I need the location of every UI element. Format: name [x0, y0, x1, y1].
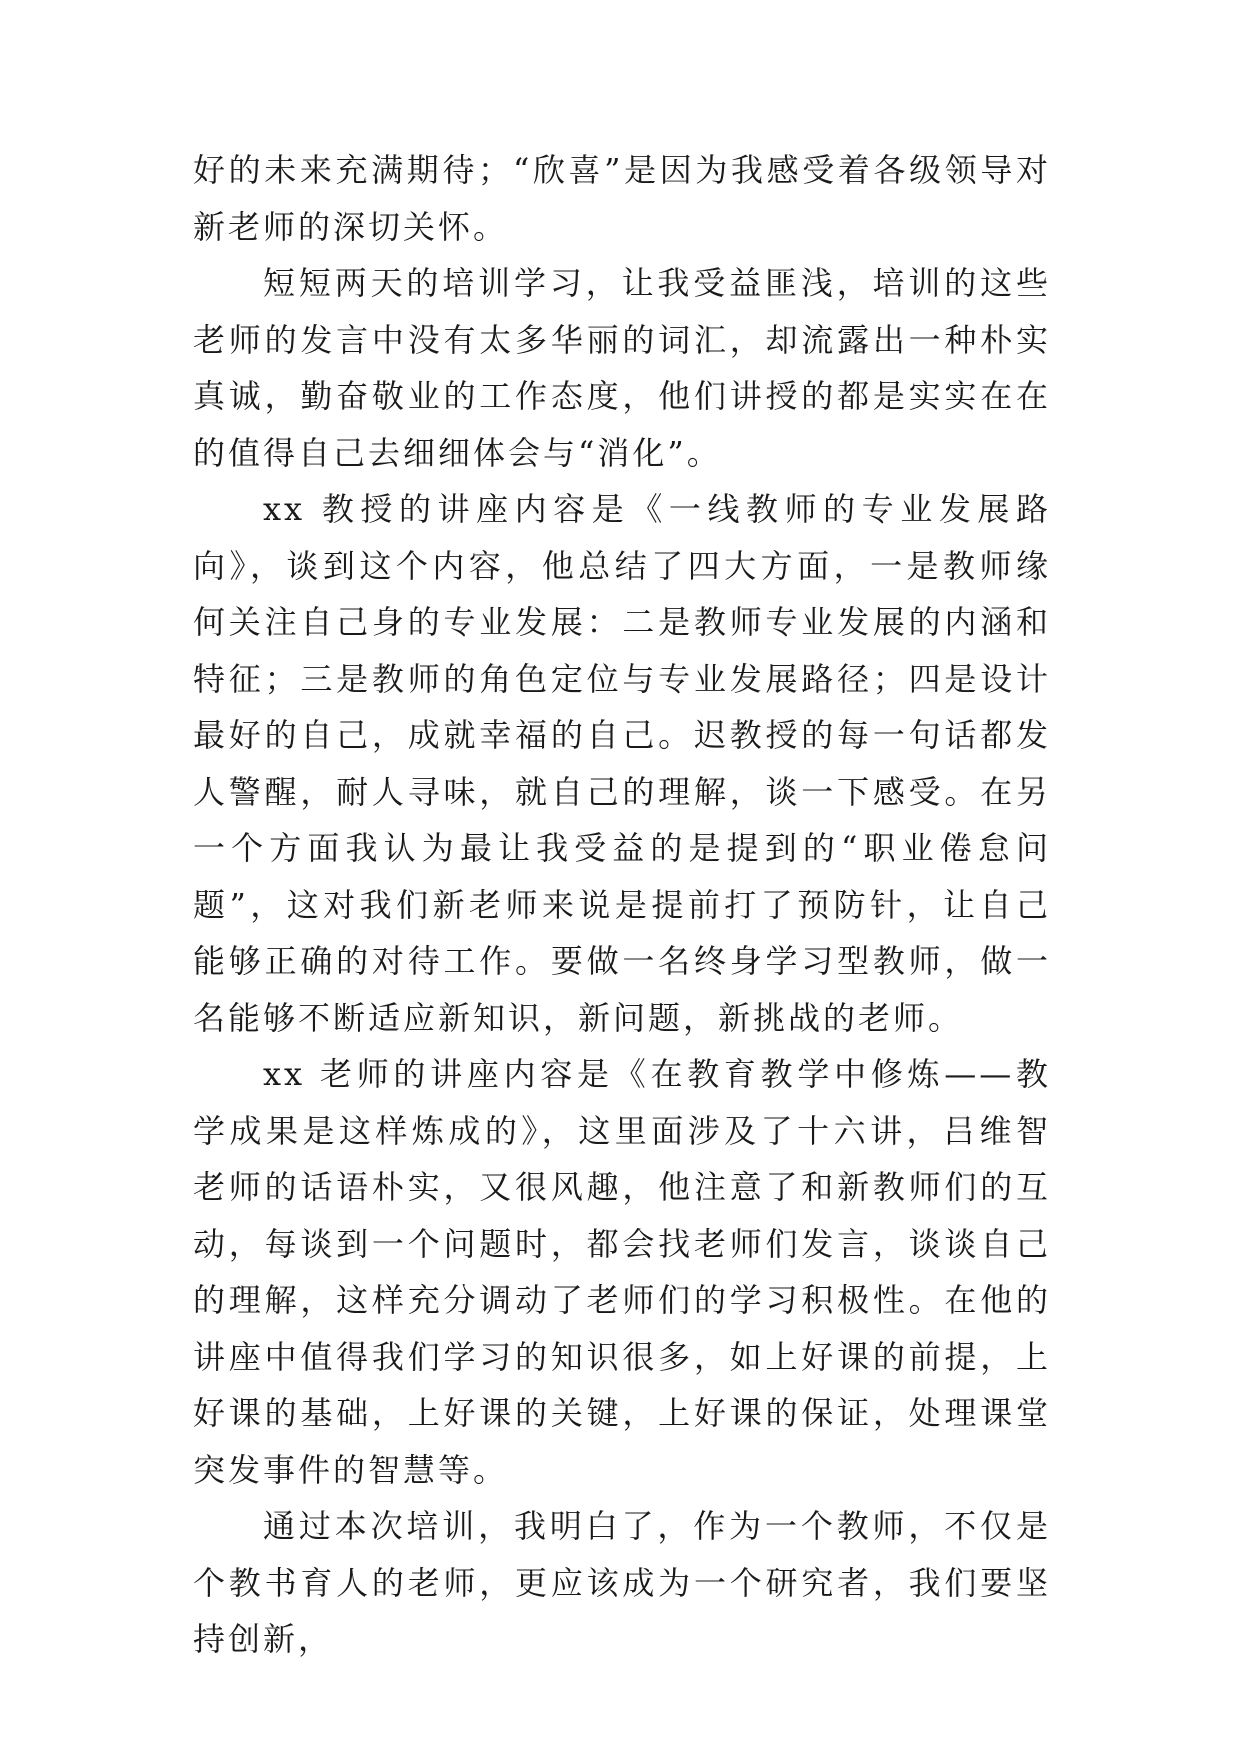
paragraph-1	[193, 142, 1051, 255]
text-line: 的发言中没有太多华丽的词汇，却流露出一种朴实真诚，勤	[193, 320, 1051, 415]
text-line: 提到的“职业倦怠问题”，这对我们新老师来说是提前打了	[193, 829, 1051, 924]
text-line: 到这个内容，他总结了四大方面，一是教师缘何关注自己身	[193, 546, 1051, 641]
document-body	[193, 142, 1051, 1668]
text-line: 书育人的老师，更应该成为一个研究者，我们要坚持创新，	[193, 1563, 1051, 1658]
text-line: 教师，做一名能够不断适应新知识，新问题，新挑战的老师。	[193, 942, 1051, 1037]
text-line: 的自己。迟教授的每一句话都发人警醒，耐人寻味，就自己	[193, 716, 1051, 811]
text-line: 角色定位与专业发展路径；四是设计最好的自己，成就幸福	[193, 659, 1051, 754]
text-line: 识很多，如上好课的前提，上好课的基础，上好课的关键，	[193, 1337, 1051, 1432]
paragraph-2	[193, 255, 1051, 481]
text-line: 上好课的保证，处理课堂突发事件的智慧等。	[193, 1394, 1051, 1489]
text-line: 的理解，谈一下感受。在另一个方面我认为最让我受益的是	[193, 772, 1051, 867]
text-line: 问题时，都会找老师们发言，谈谈自己的理解，这样充分调	[193, 1224, 1051, 1319]
text-line: 好的未来充满期待；“欣喜”是因为我感受着各级领导对新	[193, 151, 1051, 246]
text-line: xx 教授的讲座内容是《一线教师的专业发展路向》，谈	[193, 490, 1051, 585]
paragraph-3	[193, 481, 1051, 1046]
text-line: xx 老师的讲座内容是《在教育教学中修炼——教学成果	[193, 1055, 1051, 1150]
text-line: 奋敬业的工作态度，他们讲授的都是实实在在的值得自己去	[193, 377, 1051, 472]
paragraph-4	[193, 1046, 1051, 1498]
text-line: 是这样炼成的》，这里面涉及了十六讲，吕维智老师的话语	[193, 1111, 1051, 1206]
text-line: 预防针，让自己能够正确的对待工作。要做一名终身学习型	[193, 885, 1051, 980]
text-line: 朴实，又很风趣，他注意了和新教师们的互动，每谈到一个	[193, 1168, 1051, 1263]
text-line: 细细体会与“消化”。	[403, 433, 722, 472]
paragraph-5	[193, 1498, 1051, 1668]
text-line: 通过本次培训，我明白了，作为一个教师，不仅是个教	[193, 1507, 1051, 1602]
text-line: 短短两天的培训学习，让我受益匪浅，培训的这些老师	[193, 264, 1051, 359]
text-line: 老师的深切关怀。	[228, 207, 509, 246]
text-line: 的专业发展：二是教师专业发展的内涵和特征；三是教师的	[193, 603, 1051, 698]
text-line: 动了老师们的学习积极性。在他的讲座中值得我们学习的知	[193, 1281, 1051, 1376]
